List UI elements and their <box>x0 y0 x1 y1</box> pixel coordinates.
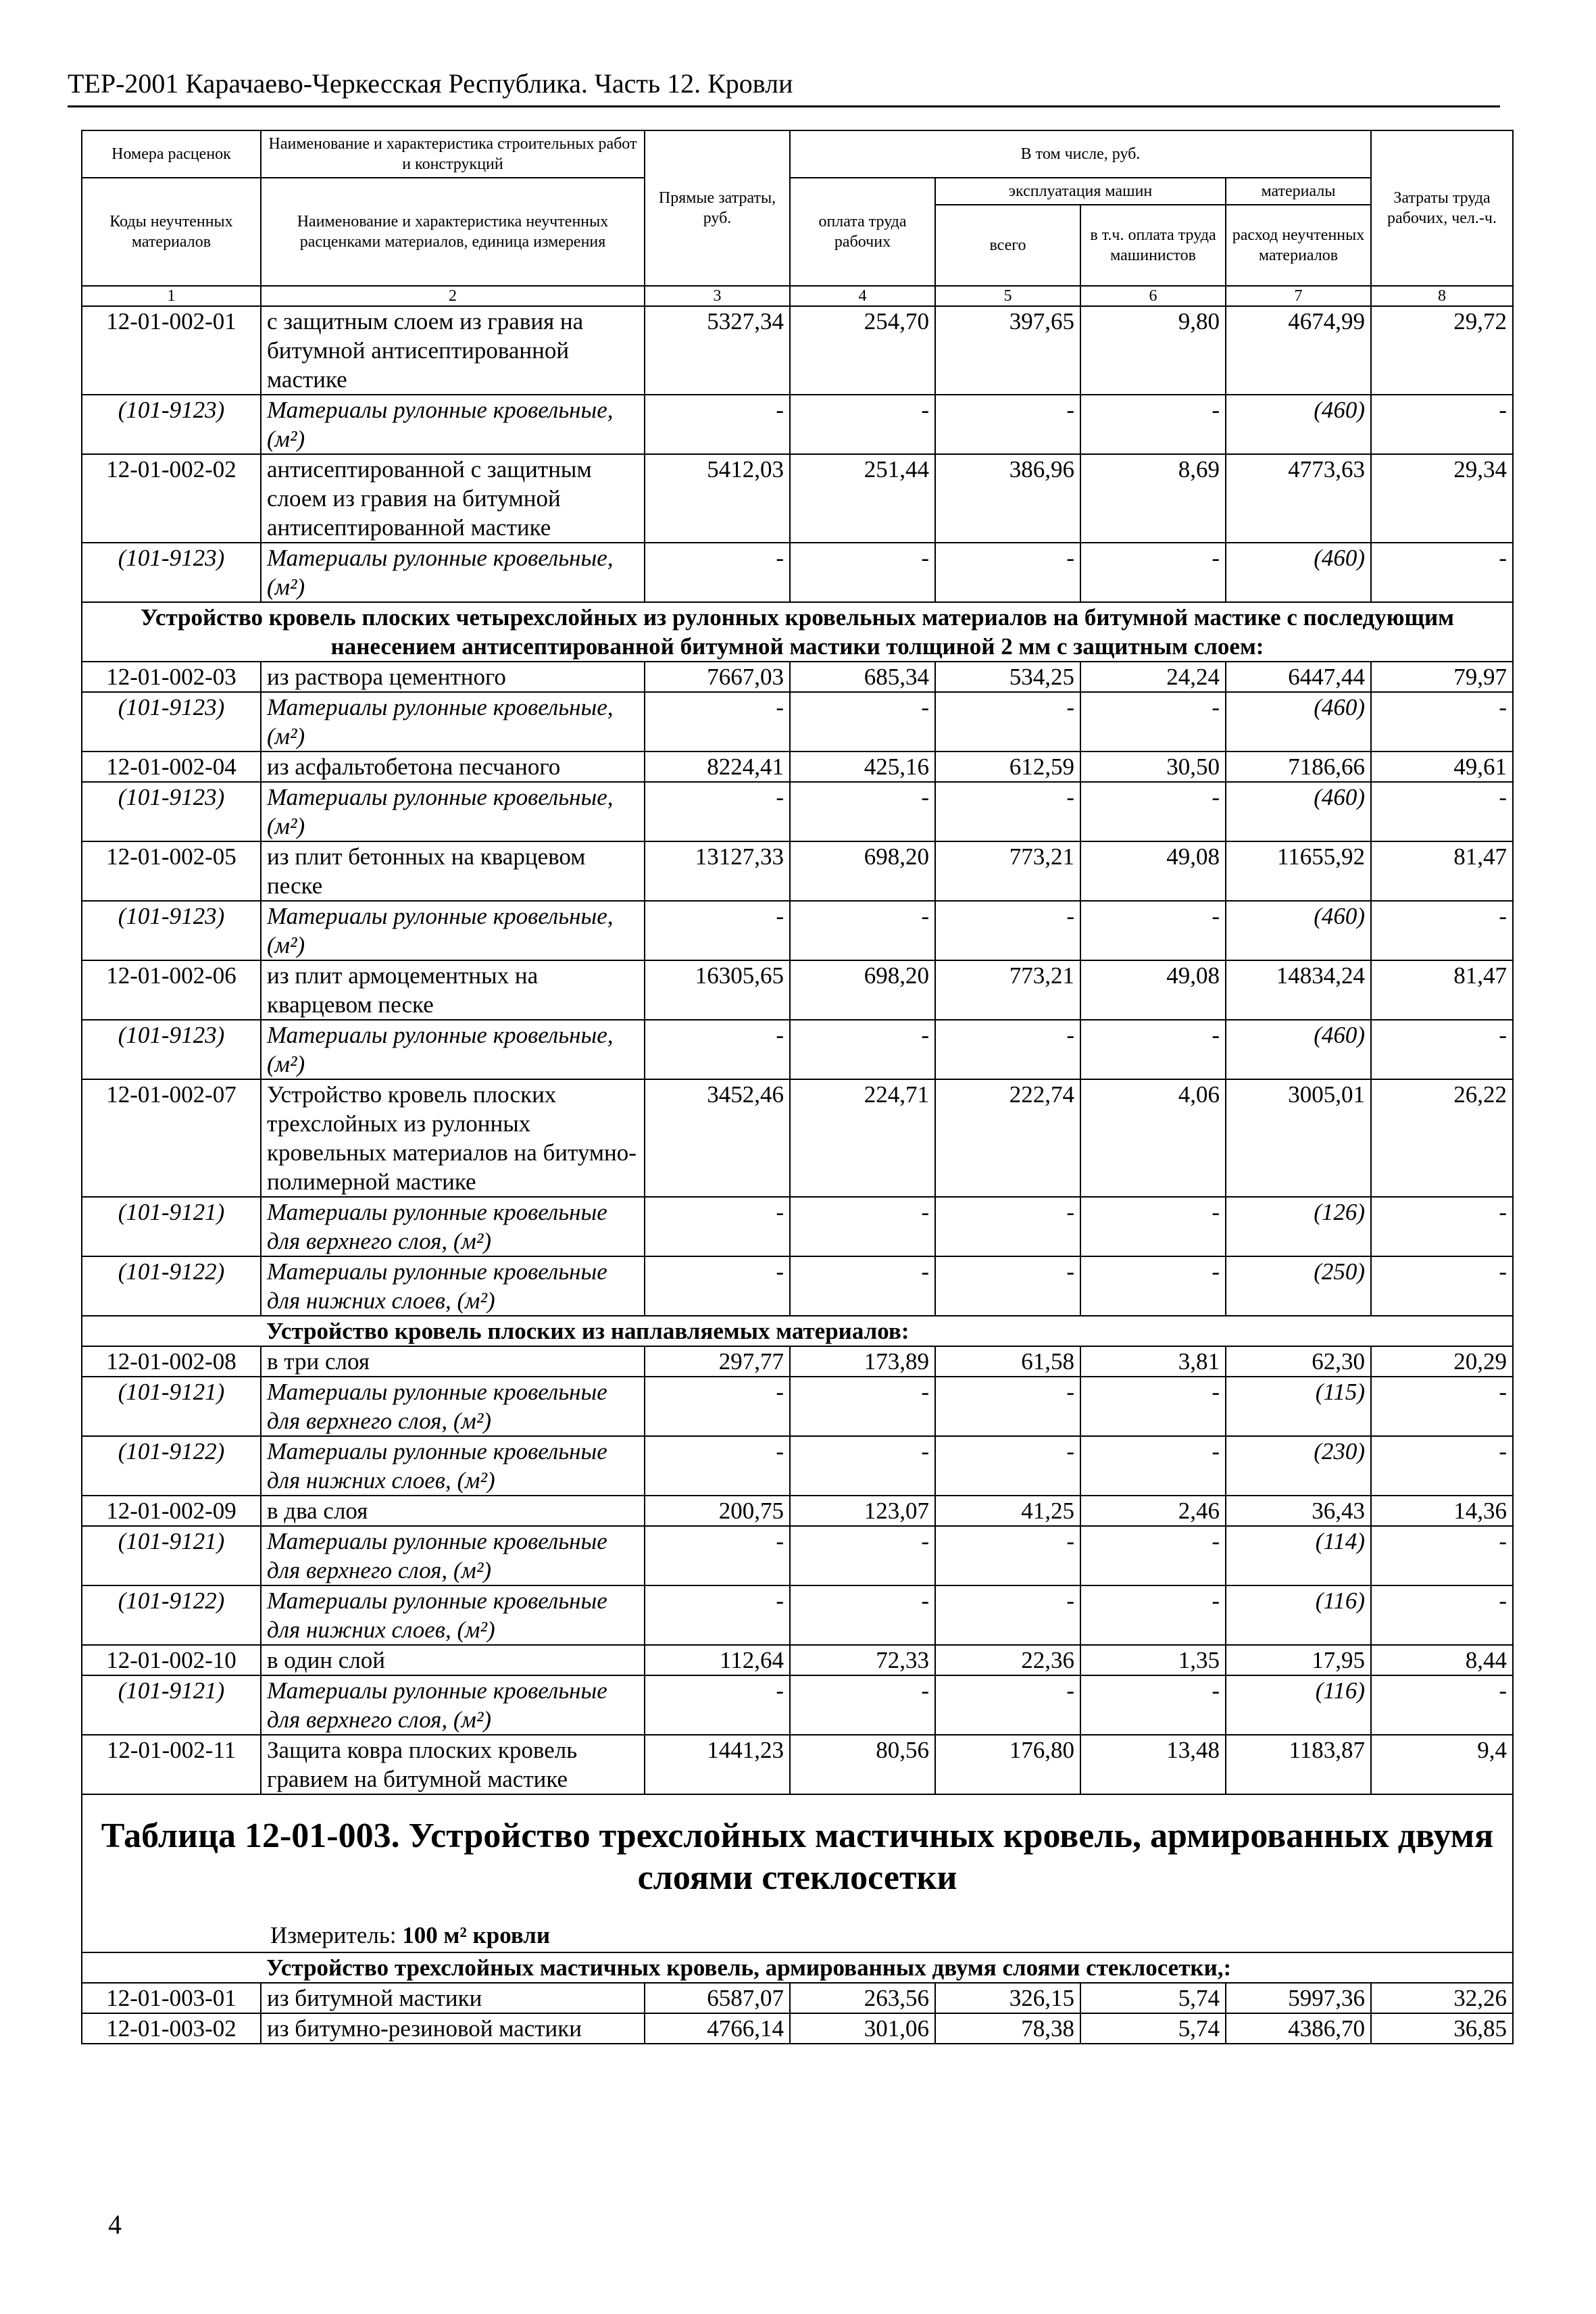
materials-cost: 4674,99 <box>1226 306 1371 395</box>
worker-pay: 698,20 <box>790 960 935 1020</box>
labor-hours: - <box>1371 543 1513 602</box>
direct-costs: 6587,07 <box>645 1983 790 2013</box>
machinist-pay: - <box>1080 692 1226 752</box>
material-row <box>82 782 1513 841</box>
material-description: Материалы рулонные кровельные, (м²) <box>261 782 645 841</box>
rate-code: 12-01-002-08 <box>82 1346 261 1377</box>
labor-hours: 20,29 <box>1371 1346 1513 1377</box>
material-code: (101-9121) <box>82 1197 261 1256</box>
direct-costs: - <box>645 901 790 960</box>
material-expense: (460) <box>1226 782 1371 841</box>
worker-pay: - <box>790 782 935 841</box>
direct-costs: 16305,65 <box>645 960 790 1020</box>
machines-total: - <box>935 1585 1080 1645</box>
direct-costs: - <box>645 1377 790 1436</box>
worker-pay: - <box>790 1436 935 1496</box>
labor-hours: - <box>1371 1020 1513 1079</box>
direct-costs: - <box>645 782 790 841</box>
section-heading: Устройство кровель плоских четырехслойных из рулонных кровельных материалов на битумной мастике с последующим нанесением антисептированной битумной мастики толщиной 2 мм с защитным слоем: <box>82 602 1513 662</box>
material-code: (101-9122) <box>82 1256 261 1316</box>
material-expense: (460) <box>1226 901 1371 960</box>
machines-total: 176,80 <box>935 1735 1080 1794</box>
machines-total: - <box>935 692 1080 752</box>
worker-pay: - <box>790 1197 935 1256</box>
rate-code: 12-01-002-07 <box>82 1079 261 1197</box>
worker-pay: 685,34 <box>790 662 935 692</box>
material-row <box>82 1020 1513 1079</box>
table-row <box>82 1496 1513 1526</box>
material-description: Материалы рулонные кровельные для верхнего слоя, (м²) <box>261 1526 645 1585</box>
col-number: 1 <box>82 286 261 306</box>
table-title: Таблица 12-01-003. Устройство трехслойных мастичных кровель, армированных двумя слоями стеклосетки <box>101 1817 1494 1897</box>
direct-costs: 13127,33 <box>645 841 790 901</box>
material-code: (101-9123) <box>82 543 261 602</box>
col-number: 5 <box>935 286 1080 306</box>
direct-costs: 112,64 <box>645 1645 790 1675</box>
worker-pay: 425,16 <box>790 752 935 782</box>
labor-hours: 36,85 <box>1371 2013 1513 2044</box>
machines-total: 22,36 <box>935 1645 1080 1675</box>
material-expense: (460) <box>1226 543 1371 602</box>
materials-cost: 5997,36 <box>1226 1983 1371 2013</box>
machines-total: 773,21 <box>935 960 1080 1020</box>
direct-costs: - <box>645 1256 790 1316</box>
measure-unit <box>88 1922 1507 1949</box>
labor-hours: - <box>1371 1526 1513 1585</box>
material-expense: (230) <box>1226 1436 1371 1496</box>
machinist-pay: - <box>1080 1436 1226 1496</box>
table-row <box>82 306 1513 395</box>
machinist-pay: 24,24 <box>1080 662 1226 692</box>
materials-cost: 6447,44 <box>1226 662 1371 692</box>
machines-total: 773,21 <box>935 841 1080 901</box>
material-code: (101-9121) <box>82 1377 261 1436</box>
table-row <box>82 752 1513 782</box>
machinist-pay: 49,08 <box>1080 841 1226 901</box>
table-row <box>82 1983 1513 2013</box>
material-description: Материалы рулонные кровельные для нижних слоев, (м²) <box>261 1585 645 1645</box>
table-row <box>82 960 1513 1020</box>
table-row <box>82 1079 1513 1197</box>
machinist-pay: 2,46 <box>1080 1496 1226 1526</box>
col-number: 8 <box>1371 286 1513 306</box>
material-description: Материалы рулонные кровельные для верхнего слоя, (м²) <box>261 1377 645 1436</box>
materials-cost: 1183,87 <box>1226 1735 1371 1794</box>
worker-pay: - <box>790 1020 935 1079</box>
labor-hours: - <box>1371 1585 1513 1645</box>
machines-total: - <box>935 1020 1080 1079</box>
worker-pay: 80,56 <box>790 1735 935 1794</box>
machinist-pay: - <box>1080 901 1226 960</box>
col-number: 2 <box>261 286 645 306</box>
material-expense: (460) <box>1226 1020 1371 1079</box>
machinist-pay: 5,74 <box>1080 2013 1226 2044</box>
direct-costs: 7667,03 <box>645 662 790 692</box>
labor-hours: 81,47 <box>1371 960 1513 1020</box>
worker-pay: - <box>790 1256 935 1316</box>
measure-label: Измеритель: <box>270 1922 397 1948</box>
materials-cost: 11655,92 <box>1226 841 1371 901</box>
machines-total: 326,15 <box>935 1983 1080 2013</box>
materials-cost: 62,30 <box>1226 1346 1371 1377</box>
worker-pay: 72,33 <box>790 1645 935 1675</box>
page-number: 4 <box>108 2209 122 2240</box>
material-row <box>82 543 1513 602</box>
table-title-row <box>82 1794 1513 1952</box>
machinist-pay: - <box>1080 1197 1226 1256</box>
machines-total: 78,38 <box>935 2013 1080 2044</box>
materials-cost: 17,95 <box>1226 1645 1371 1675</box>
section-heading-row <box>82 1316 1513 1346</box>
materials-cost: 14834,24 <box>1226 960 1371 1020</box>
material-description: Материалы рулонные кровельные для нижних слоев, (м²) <box>261 1436 645 1496</box>
direct-costs: - <box>645 543 790 602</box>
machines-total: - <box>935 901 1080 960</box>
machinist-pay: 9,80 <box>1080 306 1226 395</box>
header-materials: материалы <box>1226 178 1371 205</box>
header-col2-bottom: Наименование и характеристика неучтенных расценками материалов, единица измерения <box>261 178 645 286</box>
rate-code: 12-01-002-02 <box>82 454 261 543</box>
col-number: 7 <box>1226 286 1371 306</box>
work-description: Устройство кровель плоских трехслойных из рулонных кровельных материалов на битумно-полимерной мастике <box>261 1079 645 1197</box>
machines-total: - <box>935 1526 1080 1585</box>
table-row <box>82 454 1513 543</box>
machinist-pay: - <box>1080 1020 1226 1079</box>
work-description: в один слой <box>261 1645 645 1675</box>
col-number: 3 <box>645 286 790 306</box>
materials-cost: 4386,70 <box>1226 2013 1371 2044</box>
direct-costs: 4766,14 <box>645 2013 790 2044</box>
direct-costs: - <box>645 1197 790 1256</box>
col-number: 6 <box>1080 286 1226 306</box>
direct-costs: - <box>645 395 790 454</box>
machinist-pay: - <box>1080 395 1226 454</box>
direct-costs: - <box>645 1675 790 1735</box>
header-including: В том числе, руб. <box>790 130 1371 178</box>
material-expense: (460) <box>1226 395 1371 454</box>
material-row <box>82 1377 1513 1436</box>
rate-code: 12-01-002-03 <box>82 662 261 692</box>
worker-pay: - <box>790 1585 935 1645</box>
materials-cost: 3005,01 <box>1226 1079 1371 1197</box>
labor-hours: 81,47 <box>1371 841 1513 901</box>
work-description: из асфальтобетона песчаного <box>261 752 645 782</box>
direct-costs: 8224,41 <box>645 752 790 782</box>
direct-costs: - <box>645 1585 790 1645</box>
labor-hours: - <box>1371 1256 1513 1316</box>
header-material-expense: расход неучтенных материалов <box>1226 205 1371 286</box>
labor-hours: 79,97 <box>1371 662 1513 692</box>
page-header: ТЕР-2001 Карачаево-Черкесская Республика. Часть 12. Кровли <box>68 68 1500 107</box>
labor-hours: 49,61 <box>1371 752 1513 782</box>
worker-pay: - <box>790 1675 935 1735</box>
material-row <box>82 395 1513 454</box>
machines-total: 386,96 <box>935 454 1080 543</box>
material-expense: (126) <box>1226 1197 1371 1256</box>
header-col1-top: Номера расценок <box>82 130 261 178</box>
machines-total: 61,58 <box>935 1346 1080 1377</box>
machinist-pay: 3,81 <box>1080 1346 1226 1377</box>
work-description: с защитным слоем из гравия на битумной антисептированной мастике <box>261 306 645 395</box>
machinist-pay: 49,08 <box>1080 960 1226 1020</box>
machines-total: - <box>935 1675 1080 1735</box>
machines-total: - <box>935 543 1080 602</box>
materials-cost: 36,43 <box>1226 1496 1371 1526</box>
machines-total: - <box>935 782 1080 841</box>
machinist-pay: - <box>1080 1675 1226 1735</box>
table-row <box>82 841 1513 901</box>
rate-code: 12-01-003-01 <box>82 1983 261 2013</box>
labor-hours: - <box>1371 1675 1513 1735</box>
header-direct-costs: Прямые затраты, руб. <box>645 130 790 286</box>
header-labor: Затраты труда рабочих, чел.-ч. <box>1371 130 1513 286</box>
machinist-pay: - <box>1080 1256 1226 1316</box>
material-description: Материалы рулонные кровельные для верхнего слоя, (м²) <box>261 1197 645 1256</box>
direct-costs: - <box>645 1436 790 1496</box>
work-description: в три слоя <box>261 1346 645 1377</box>
labor-hours: 9,4 <box>1371 1735 1513 1794</box>
worker-pay: 224,71 <box>790 1079 935 1197</box>
measure-value: 100 м² кровли <box>402 1922 551 1948</box>
rate-code: 12-01-002-04 <box>82 752 261 782</box>
machinist-pay: 8,69 <box>1080 454 1226 543</box>
direct-costs: 5327,34 <box>645 306 790 395</box>
worker-pay: 173,89 <box>790 1346 935 1377</box>
machines-total: 534,25 <box>935 662 1080 692</box>
work-description: из раствора цементного <box>261 662 645 692</box>
machinist-pay: 4,06 <box>1080 1079 1226 1197</box>
rate-code: 12-01-002-01 <box>82 306 261 395</box>
material-expense: (116) <box>1226 1675 1371 1735</box>
material-code: (101-9123) <box>82 782 261 841</box>
labor-hours: - <box>1371 1436 1513 1496</box>
work-description: Защита ковра плоских кровель гравием на битумной мастике <box>261 1735 645 1794</box>
header-pay: оплата труда рабочих <box>790 178 935 286</box>
labor-hours: 26,22 <box>1371 1079 1513 1197</box>
material-description: Материалы рулонные кровельные, (м²) <box>261 692 645 752</box>
machinist-pay: - <box>1080 1585 1226 1645</box>
materials-cost: 4773,63 <box>1226 454 1371 543</box>
labor-hours: 8,44 <box>1371 1645 1513 1675</box>
header-machines-total: всего <box>935 205 1080 286</box>
material-row <box>82 1526 1513 1585</box>
labor-hours: - <box>1371 782 1513 841</box>
machinist-pay: - <box>1080 1377 1226 1436</box>
rates-table <box>81 130 1514 2044</box>
material-row <box>82 1197 1513 1256</box>
rate-code: 12-01-002-05 <box>82 841 261 901</box>
labor-hours: - <box>1371 692 1513 752</box>
worker-pay: 698,20 <box>790 841 935 901</box>
material-expense: (116) <box>1226 1585 1371 1645</box>
machines-total: - <box>935 1256 1080 1316</box>
material-code: (101-9122) <box>82 1585 261 1645</box>
direct-costs: 3452,46 <box>645 1079 790 1197</box>
rate-code: 12-01-002-09 <box>82 1496 261 1526</box>
rate-code: 12-01-002-10 <box>82 1645 261 1675</box>
material-expense: (460) <box>1226 692 1371 752</box>
machines-total: - <box>935 395 1080 454</box>
header-machines: эксплуатация машин <box>935 178 1226 205</box>
worker-pay: - <box>790 692 935 752</box>
worker-pay: - <box>790 1377 935 1436</box>
material-row <box>82 1585 1513 1645</box>
section-heading-row <box>82 1952 1513 1983</box>
labor-hours: 14,36 <box>1371 1496 1513 1526</box>
material-description: Материалы рулонные кровельные, (м²) <box>261 1020 645 1079</box>
col-number: 4 <box>790 286 935 306</box>
machinist-pay: 13,48 <box>1080 1735 1226 1794</box>
machinist-pay: - <box>1080 782 1226 841</box>
section-heading: Устройство трехслойных мастичных кровель, армированных двумя слоями стеклосетки,: <box>261 1952 1513 1983</box>
worker-pay: 123,07 <box>790 1496 935 1526</box>
labor-hours: 29,34 <box>1371 454 1513 543</box>
header-col1-bottom: Коды неучтенных материалов <box>82 178 261 286</box>
material-description: Материалы рулонные кровельные, (м²) <box>261 395 645 454</box>
material-code: (101-9121) <box>82 1675 261 1735</box>
machines-total: - <box>935 1197 1080 1256</box>
material-expense: (115) <box>1226 1377 1371 1436</box>
labor-hours: 32,26 <box>1371 1983 1513 2013</box>
machines-total: 41,25 <box>935 1496 1080 1526</box>
worker-pay: 254,70 <box>790 306 935 395</box>
material-expense: (250) <box>1226 1256 1371 1316</box>
work-description: из битумно-резиновой мастики <box>261 2013 645 2044</box>
worker-pay: 251,44 <box>790 454 935 543</box>
table-row <box>82 1346 1513 1377</box>
direct-costs: 297,77 <box>645 1346 790 1377</box>
material-code: (101-9121) <box>82 1526 261 1585</box>
work-description: в два слоя <box>261 1496 645 1526</box>
machines-total: - <box>935 1377 1080 1436</box>
material-row <box>82 1675 1513 1735</box>
material-code: (101-9123) <box>82 395 261 454</box>
rate-code: 12-01-003-02 <box>82 2013 261 2044</box>
labor-hours: - <box>1371 1377 1513 1436</box>
material-description: Материалы рулонные кровельные для нижних слоев, (м²) <box>261 1256 645 1316</box>
material-code: (101-9123) <box>82 1020 261 1079</box>
material-description: Материалы рулонные кровельные для верхнего слоя, (м²) <box>261 1675 645 1735</box>
work-description: из битумной мастики <box>261 1983 645 2013</box>
section-heading-row <box>82 602 1513 662</box>
rate-code: 12-01-002-11 <box>82 1735 261 1794</box>
labor-hours: 29,72 <box>1371 306 1513 395</box>
header-col2-top: Наименование и характеристика строительных работ и конструкций <box>261 130 645 178</box>
material-description: Материалы рулонные кровельные, (м²) <box>261 901 645 960</box>
material-description: Материалы рулонные кровельные, (м²) <box>261 543 645 602</box>
labor-hours: - <box>1371 1197 1513 1256</box>
table-row <box>82 662 1513 692</box>
materials-cost: 7186,66 <box>1226 752 1371 782</box>
worker-pay: 263,56 <box>790 1983 935 2013</box>
work-description: из плит бетонных на кварцевом песке <box>261 841 645 901</box>
material-row <box>82 1256 1513 1316</box>
machinist-pay: 30,50 <box>1080 752 1226 782</box>
machinist-pay: - <box>1080 543 1226 602</box>
machines-total: - <box>935 1436 1080 1496</box>
machines-total: 397,65 <box>935 306 1080 395</box>
header-machinist-pay: в т.ч. оплата труда машинистов <box>1080 205 1226 286</box>
machinist-pay: 1,35 <box>1080 1645 1226 1675</box>
machines-total: 222,74 <box>935 1079 1080 1197</box>
table-row <box>82 2013 1513 2044</box>
worker-pay: - <box>790 901 935 960</box>
direct-costs: - <box>645 1526 790 1585</box>
material-row <box>82 1436 1513 1496</box>
material-code: (101-9122) <box>82 1436 261 1496</box>
worker-pay: 301,06 <box>790 2013 935 2044</box>
work-description: из плит армоцементных на кварцевом песке <box>261 960 645 1020</box>
direct-costs: 1441,23 <box>645 1735 790 1794</box>
direct-costs: 200,75 <box>645 1496 790 1526</box>
machines-total: 612,59 <box>935 752 1080 782</box>
direct-costs: - <box>645 692 790 752</box>
direct-costs: - <box>645 1020 790 1079</box>
material-row <box>82 901 1513 960</box>
section-heading: Устройство кровель плоских из наплавляемых материалов: <box>261 1316 1513 1346</box>
rate-code: 12-01-002-06 <box>82 960 261 1020</box>
worker-pay: - <box>790 1526 935 1585</box>
worker-pay: - <box>790 543 935 602</box>
material-row <box>82 692 1513 752</box>
direct-costs: 5412,03 <box>645 454 790 543</box>
material-code: (101-9123) <box>82 692 261 752</box>
labor-hours: - <box>1371 395 1513 454</box>
table-row <box>82 1645 1513 1675</box>
labor-hours: - <box>1371 901 1513 960</box>
material-code: (101-9123) <box>82 901 261 960</box>
work-description: антисептированной с защитным слоем из гравия на битумной антисептированной мастике <box>261 454 645 543</box>
table-row <box>82 1735 1513 1794</box>
machinist-pay: 5,74 <box>1080 1983 1226 2013</box>
machinist-pay: - <box>1080 1526 1226 1585</box>
material-expense: (114) <box>1226 1526 1371 1585</box>
worker-pay: - <box>790 395 935 454</box>
